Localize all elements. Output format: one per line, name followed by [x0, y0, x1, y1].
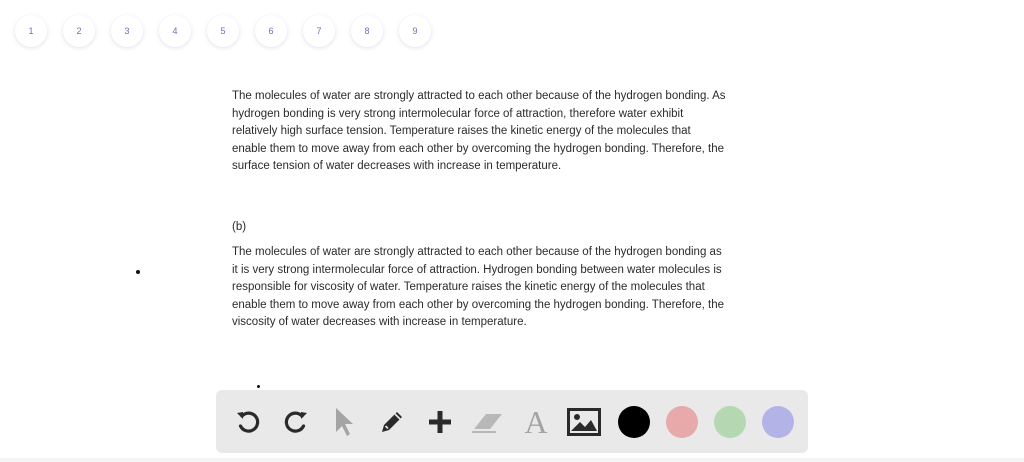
undo-icon [233, 407, 263, 437]
eraser-icon [470, 408, 506, 436]
text-button[interactable] [518, 404, 554, 440]
pen-dot [136, 270, 140, 274]
pencil-icon [377, 407, 407, 437]
color-swatch [762, 406, 794, 438]
section-label-b: (b) [232, 221, 247, 233]
paragraph-b-line: The molecules of water are strongly attracted to each other because of the hydrogen bonding as [232, 246, 722, 258]
color-swatch-black[interactable] [616, 404, 652, 440]
paragraph-b-line: viscosity of water decreases with increase in temperature. [232, 316, 527, 329]
color-swatch-green[interactable] [712, 404, 748, 440]
page-button-6[interactable]: 6 [255, 15, 287, 47]
page-button-7[interactable]: 7 [303, 15, 335, 47]
color-swatch [666, 406, 698, 438]
color-swatch-pink[interactable] [664, 404, 700, 440]
text-icon: A [524, 403, 548, 440]
color-swatch [714, 406, 746, 438]
paragraph-b-line: responsible for viscosity of water. Temperature raises the kinetic energy of the molecules that [232, 281, 705, 294]
add-button[interactable] [422, 404, 458, 440]
paragraph-a-line: hydrogen bonding is very strong intermolecular force of attraction, therefore water exhibit [232, 107, 684, 120]
paragraph-a-line: relatively high surface tension. Temperature raises the kinetic energy of the molecules that [232, 125, 691, 138]
color-swatch [618, 406, 650, 438]
paragraph-a-line: surface tension of water decreases with increase in temperature. [232, 160, 562, 173]
redo-icon [281, 407, 311, 437]
pen-dot [257, 385, 260, 388]
page-button-5[interactable]: 5 [207, 15, 239, 47]
plus-icon [426, 408, 454, 436]
drawing-toolbar [216, 390, 808, 453]
paragraph-a-line: The molecules of water are strongly attracted to each other because of the hydrogen bonding. As [232, 90, 726, 102]
image-icon [567, 408, 601, 436]
page-button-2[interactable]: 2 [63, 15, 95, 47]
page-button-4[interactable]: 4 [159, 15, 191, 47]
paragraph-b [232, 244, 792, 332]
redo-button[interactable] [278, 404, 314, 440]
eraser-button[interactable] [470, 404, 506, 440]
paragraph-b-line: it is very strong intermolecular force of attraction. Hydrogen bonding between water molecules is [232, 263, 722, 276]
page-selector [15, 15, 431, 47]
undo-button[interactable] [230, 404, 266, 440]
paragraph-a [232, 88, 792, 176]
paragraph-b-line: enable them to move away from each other by overcoming the hydrogen bonding. Therefore, the [232, 298, 725, 311]
page-button-9[interactable]: 9 [399, 15, 431, 47]
page-button-8[interactable]: 8 [351, 15, 383, 47]
page-button-3[interactable]: 3 [111, 15, 143, 47]
pointer-icon [331, 406, 357, 438]
paragraph-a-line: enable them to move away from each other by overcoming the hydrogen bonding. Therefore, the [232, 142, 725, 155]
color-swatch-purple[interactable] [760, 404, 796, 440]
bottom-divider [0, 458, 1024, 462]
page-button-1[interactable]: 1 [15, 15, 47, 47]
pointer-button[interactable] [326, 404, 362, 440]
pencil-button[interactable] [374, 404, 410, 440]
image-button[interactable] [566, 404, 602, 440]
